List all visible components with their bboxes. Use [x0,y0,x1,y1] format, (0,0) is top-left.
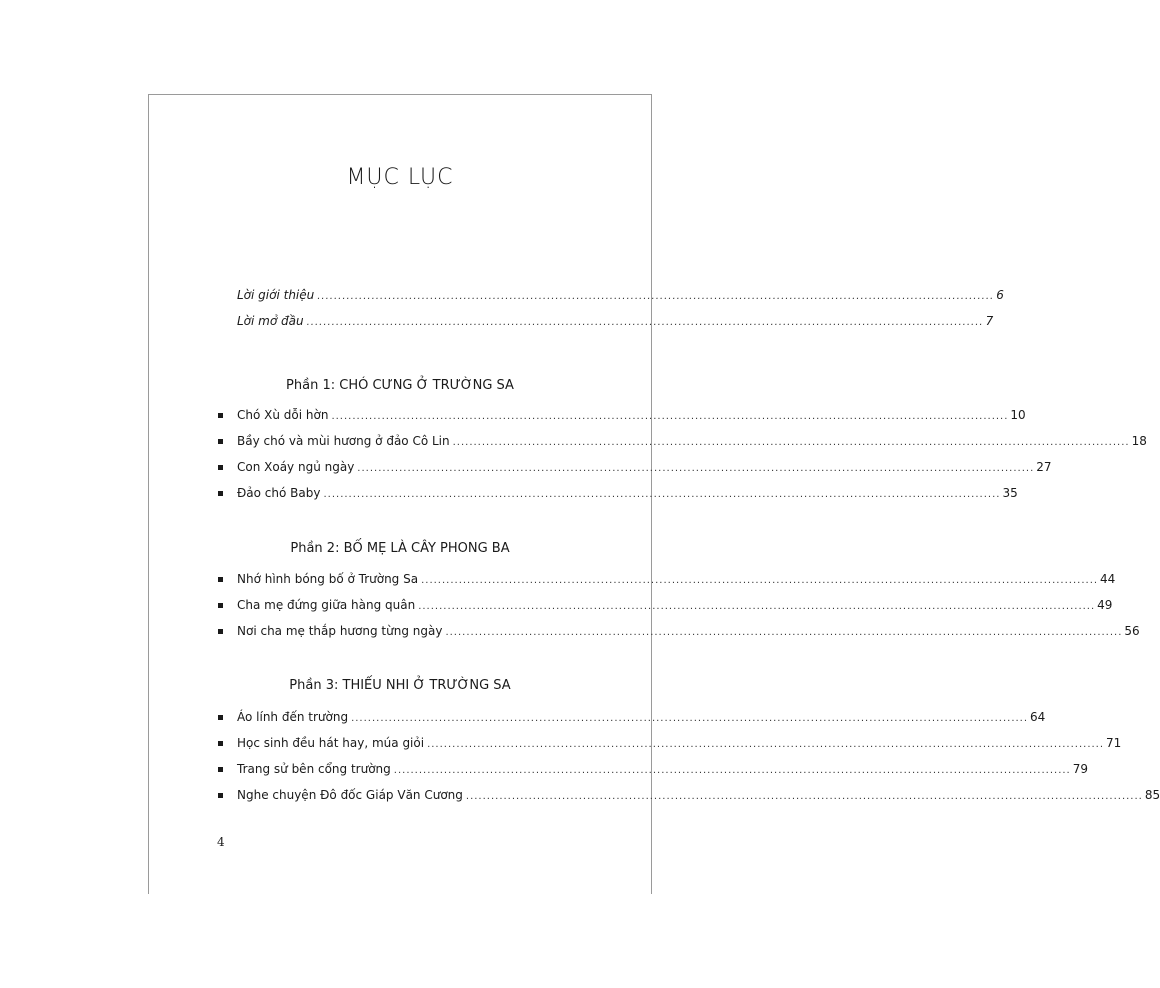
toc-entry-page: 44 [1100,572,1116,586]
toc-entry-page: 27 [1036,460,1052,474]
dot-leader: .................................................................................................................................................................. [418,601,1096,612]
dot-leader: .................................................................................................................................................................. [445,627,1123,638]
toc-entry-page: 10 [1010,408,1026,422]
book-page [148,94,1160,894]
toc-entry-intro [237,287,1004,305]
part-2-title: Phần 2: BỐ MẸ LÀ CÂY PHONG BA [290,541,510,556]
toc-entry-page: 71 [1106,736,1122,750]
toc-entry-label: Áo lính đến trường [237,710,349,724]
dot-leader: .................................................................................................................................................................. [351,713,1029,724]
dot-leader: .................................................................................................................................................................. [427,739,1105,750]
bullet-icon [218,741,223,746]
toc-entry-label: Đảo chó Baby [237,486,321,500]
toc-entry [237,597,1113,615]
toc-entry-label: Cha mẹ đứng giữa hàng quân [237,598,416,612]
dot-leader: .................................................................................................................................................................. [421,575,1099,586]
toc-entry-label: Lời mở đầu [237,314,304,328]
toc-entry-label: Học sinh đều hát hay, múa giỏi [237,736,425,750]
dot-leader: .................................................................................................................................................................. [323,489,1001,500]
toc-entry-label: Nhớ hình bóng bố ở Trường Sa [237,572,419,586]
dot-leader: .................................................................................................................................................................. [317,291,995,302]
dot-leader: .................................................................................................................................................................. [452,437,1130,448]
toc-entry [237,761,1089,779]
toc-entry [237,459,1052,477]
toc-entry [237,787,1160,805]
toc-entry-label: Bầy chó và mùi hương ở đảo Cô Lin [237,434,450,448]
toc-entry-page: 18 [1131,434,1147,448]
toc-entry [237,735,1122,753]
page-number: 4 [217,835,225,849]
bullet-icon [218,577,223,582]
toc-entry-page: 7 [985,314,994,328]
bullet-icon [218,439,223,444]
toc-entry-page: 35 [1002,486,1018,500]
page-title: MỤC LỤC [346,165,454,190]
toc-entry [237,485,1018,503]
toc-entry-page: 85 [1144,788,1160,802]
dot-leader: .................................................................................................................................................................. [331,411,1009,422]
bullet-icon [218,629,223,634]
toc-entry-page: 6 [996,288,1004,302]
bullet-icon [218,491,223,496]
bullet-icon [218,793,223,798]
toc-entry-label: Lời giới thiệu [237,288,315,302]
toc-entry-label: Chó Xù dỗi hờn [237,408,329,422]
toc-entry-preface [237,313,994,331]
dot-leader: .................................................................................................................................................................. [393,765,1071,776]
toc-entry [237,709,1046,727]
dot-leader: .................................................................................................................................................................. [465,791,1143,802]
toc-entry [237,623,1140,641]
dot-leader: .................................................................................................................................................................. [306,317,984,328]
part-3-title: Phần 3: THIẾU NHI Ở TRƯỜNG SA [289,678,511,693]
bullet-icon [218,767,223,772]
toc-entry-page: 79 [1072,762,1089,776]
toc-entry [237,571,1116,589]
toc-entry-label: Nghe chuyện Đô đốc Giáp Văn Cương [237,788,463,802]
bullet-icon [218,413,223,418]
toc-entry-page: 49 [1097,598,1113,612]
dot-leader: .................................................................................................................................................................. [357,463,1035,474]
bullet-icon [218,465,223,470]
toc-entry-page: 56 [1124,624,1140,638]
toc-entry [237,407,1026,425]
bullet-icon [218,603,223,608]
toc-entry-label: Trang sử bên cổng trường [237,762,391,776]
toc-entry [237,433,1147,451]
toc-entry-page: 64 [1030,710,1046,724]
toc-entry-label: Nơi cha mẹ thắp hương từng ngày [237,624,443,638]
toc-entry-label: Con Xoáy ngủ ngày [237,460,355,474]
part-1-title: Phần 1: CHÓ CƯNG Ở TRƯỜNG SA [286,378,514,393]
bullet-icon [218,715,223,720]
